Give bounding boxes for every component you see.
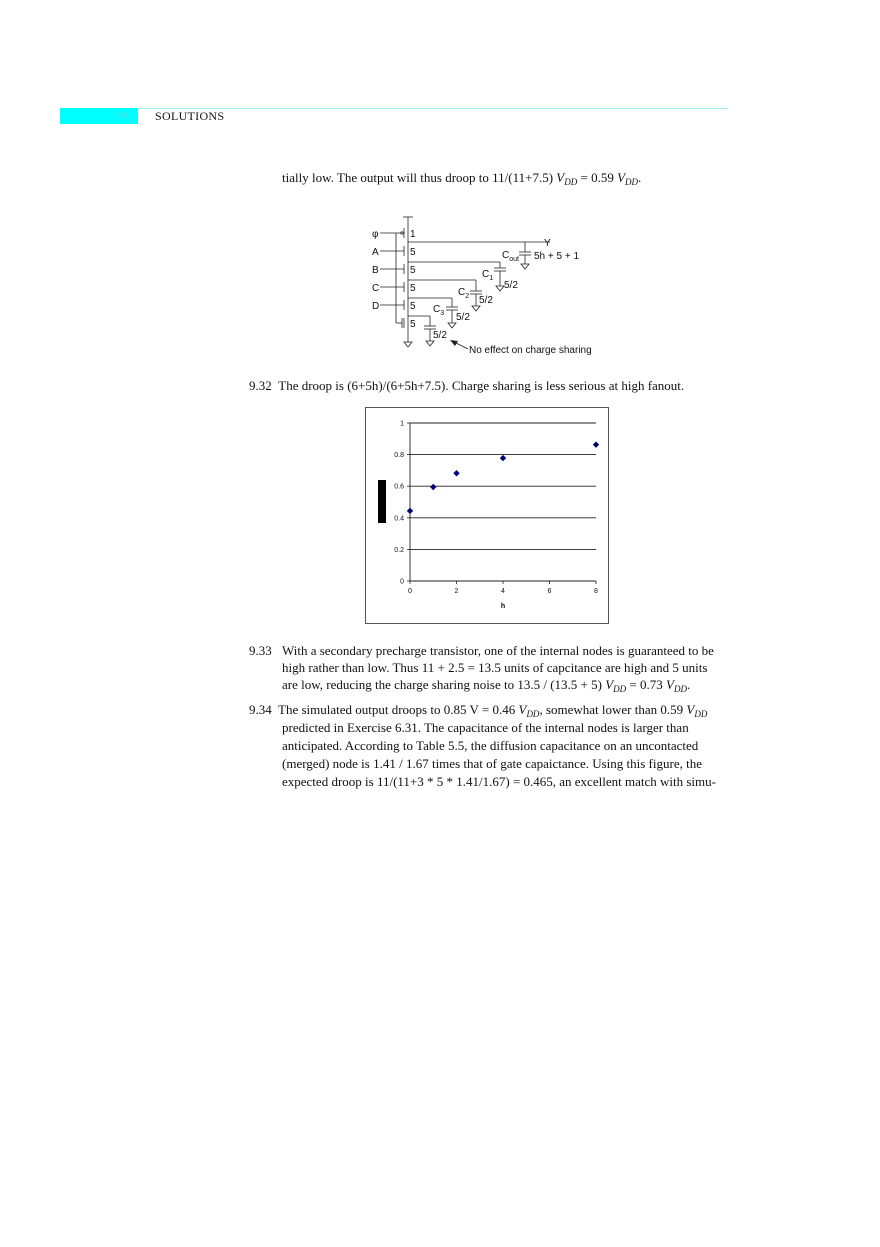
- y-tick-label: 0.8: [394, 452, 404, 460]
- c1-value: 5/2: [504, 280, 518, 291]
- p933-line1: With a secondary precharge transistor, one of the internal nodes is guaranteed to be: [282, 643, 714, 658]
- x-tick-label: 8: [594, 588, 598, 595]
- page-number: 94: [118, 109, 129, 121]
- domino-circuit-diagram: [360, 210, 620, 360]
- problem-number: 9.32: [249, 378, 272, 393]
- input-d-label: D: [372, 301, 380, 312]
- c1-label: $C_1$: [482, 269, 494, 282]
- input-a-label: A: [372, 247, 379, 258]
- width-label-5b: 5: [410, 265, 416, 276]
- y-tick-label: 1: [400, 420, 404, 428]
- p934-line1: The simulated output droops to 0.85 V = 0.46 $V_{DD}$, somewhat lower than 0.59 $V_{DD}$: [278, 702, 708, 719]
- intro-line: tially low. The output will thus droop to 11/(11+7.5) $V_{DD} = 0.59$ $V_{DD}$.: [282, 170, 642, 187]
- p933-line2: high rather than low. Thus 11 + 2.5 = 13.5 units of capcitance are high and 5 units: [282, 660, 708, 675]
- x-tick-label: 6: [547, 588, 552, 595]
- p934-line2: predicted in Exercise 6.31. The capacitance of the internal nodes is larger than: [282, 720, 689, 735]
- y-tick-label: 0.6: [394, 483, 404, 491]
- problem-9-32: 9.32 The droop is (6+5h)/(6+5h+7.5). Charge sharing is less serious at high fanout.: [249, 378, 685, 393]
- droop-vs-fanout-chart: [365, 407, 609, 624]
- input-b-label: B: [372, 265, 379, 276]
- p933-line3: are low, reducing the charge sharing noise to 13.5 / (13.5 + 5) $V_{DD} = 0.73$ $V_{DD}$.: [282, 677, 691, 694]
- width-label-1: 1: [410, 229, 416, 240]
- y-tick-label: 0: [400, 578, 404, 586]
- c3-label: $C_3$: [433, 304, 445, 317]
- charge-sharing-note: No effect on charge sharing: [469, 345, 592, 356]
- running-header: SOLUTIONS: [155, 109, 225, 123]
- phi-label: φ: [372, 229, 379, 240]
- c2-value: 5/2: [479, 295, 493, 306]
- y-tick-label: 0.4: [394, 515, 404, 523]
- width-label-5d: 5: [410, 301, 416, 312]
- width-label-5e: 5: [410, 319, 416, 330]
- y-tick-label: 0.2: [394, 546, 404, 554]
- x-tick-label: 2: [454, 588, 459, 595]
- p934-line4: (merged) node is 1.41 / 1.67 times that of gate capaictance. Using this figure, the: [282, 756, 702, 771]
- c3-value: 5/2: [456, 312, 470, 323]
- problem-9-34-number: 9.34: [249, 702, 272, 717]
- problem-9-33-number: 9.33: [249, 643, 272, 658]
- x-tick-label: 0: [408, 588, 412, 595]
- p934-line3: anticipated. According to Table 5.5, the diffusion capacitance on an uncontacted: [282, 738, 699, 753]
- ylabel-block: [378, 480, 386, 523]
- input-c-label: C: [372, 283, 380, 294]
- x-axis-label: h: [500, 603, 506, 610]
- output-y-label: Y: [544, 238, 551, 249]
- c2-label: $C_2$: [458, 287, 470, 300]
- width-label-5a: 5: [410, 247, 416, 258]
- c4-value: 5/2: [433, 330, 447, 341]
- cout-label: $C_{out}$: [502, 250, 519, 263]
- cout-value: 5h + 5 + 1: [534, 251, 580, 262]
- width-label-5c: 5: [410, 283, 416, 294]
- x-tick-label: 4: [501, 588, 505, 595]
- p934-line5: expected droop is 11/(11+3 * 5 * 1.41/1.67) = 0.465, an excellent match with simu-: [282, 774, 716, 789]
